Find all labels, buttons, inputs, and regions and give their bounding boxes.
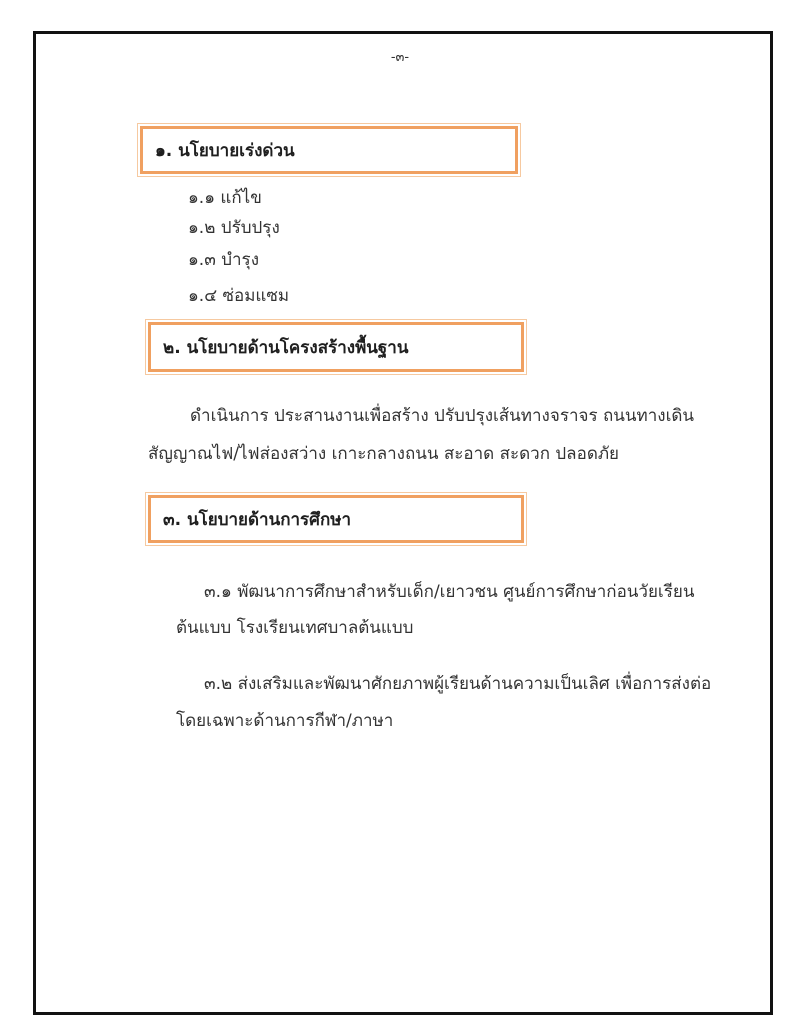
section-3-heading: ๓. นโยบายด้านการศึกษา — [148, 495, 524, 543]
page-number: -๓- — [390, 50, 410, 65]
section-3-item-1-line-2: ต้นแบบ โรงเรียนเทศบาลต้นแบบ — [176, 618, 414, 638]
section-1-item-2: ๑.๒ ปรับปรุง — [188, 218, 280, 238]
section-2-heading: ๒. นโยบายด้านโครงสร้างพื้นฐาน — [148, 322, 524, 372]
section-3-item-1-line-1: ๓.๑ พัฒนาการศึกษาสำหรับเด็ก/เยาวชน ศูนย์การศึกษาก่อนวัยเรียน — [204, 582, 695, 602]
section-3-item-2-line-2: โดยเฉพาะด้านการกีฬา/ภาษา — [176, 711, 394, 731]
section-1-item-4: ๑.๔ ซ่อมแซม — [188, 286, 290, 306]
section-1-item-1: ๑.๑ แก้ไข — [188, 188, 262, 208]
section-1-heading: ๑. นโยบายเร่งด่วน — [140, 126, 518, 174]
section-1-item-3: ๑.๓ บำรุง — [188, 250, 259, 270]
section-2-paragraph-line-2: สัญญาณไฟ/ไฟส่องสว่าง เกาะกลางถนน สะอาด สะดวก ปลอดภัย — [148, 444, 620, 464]
section-3-item-2-line-1: ๓.๒ ส่งเสริมและพัฒนาศักยภาพผู้เรียนด้านความเป็นเลิศ เพื่อการส่งต่อ — [204, 674, 712, 694]
section-2-paragraph-line-1: ดำเนินการ ประสานงานเพื่อสร้าง ปรับปรุงเส้นทางจราจร ถนนทางเดิน — [190, 406, 695, 426]
